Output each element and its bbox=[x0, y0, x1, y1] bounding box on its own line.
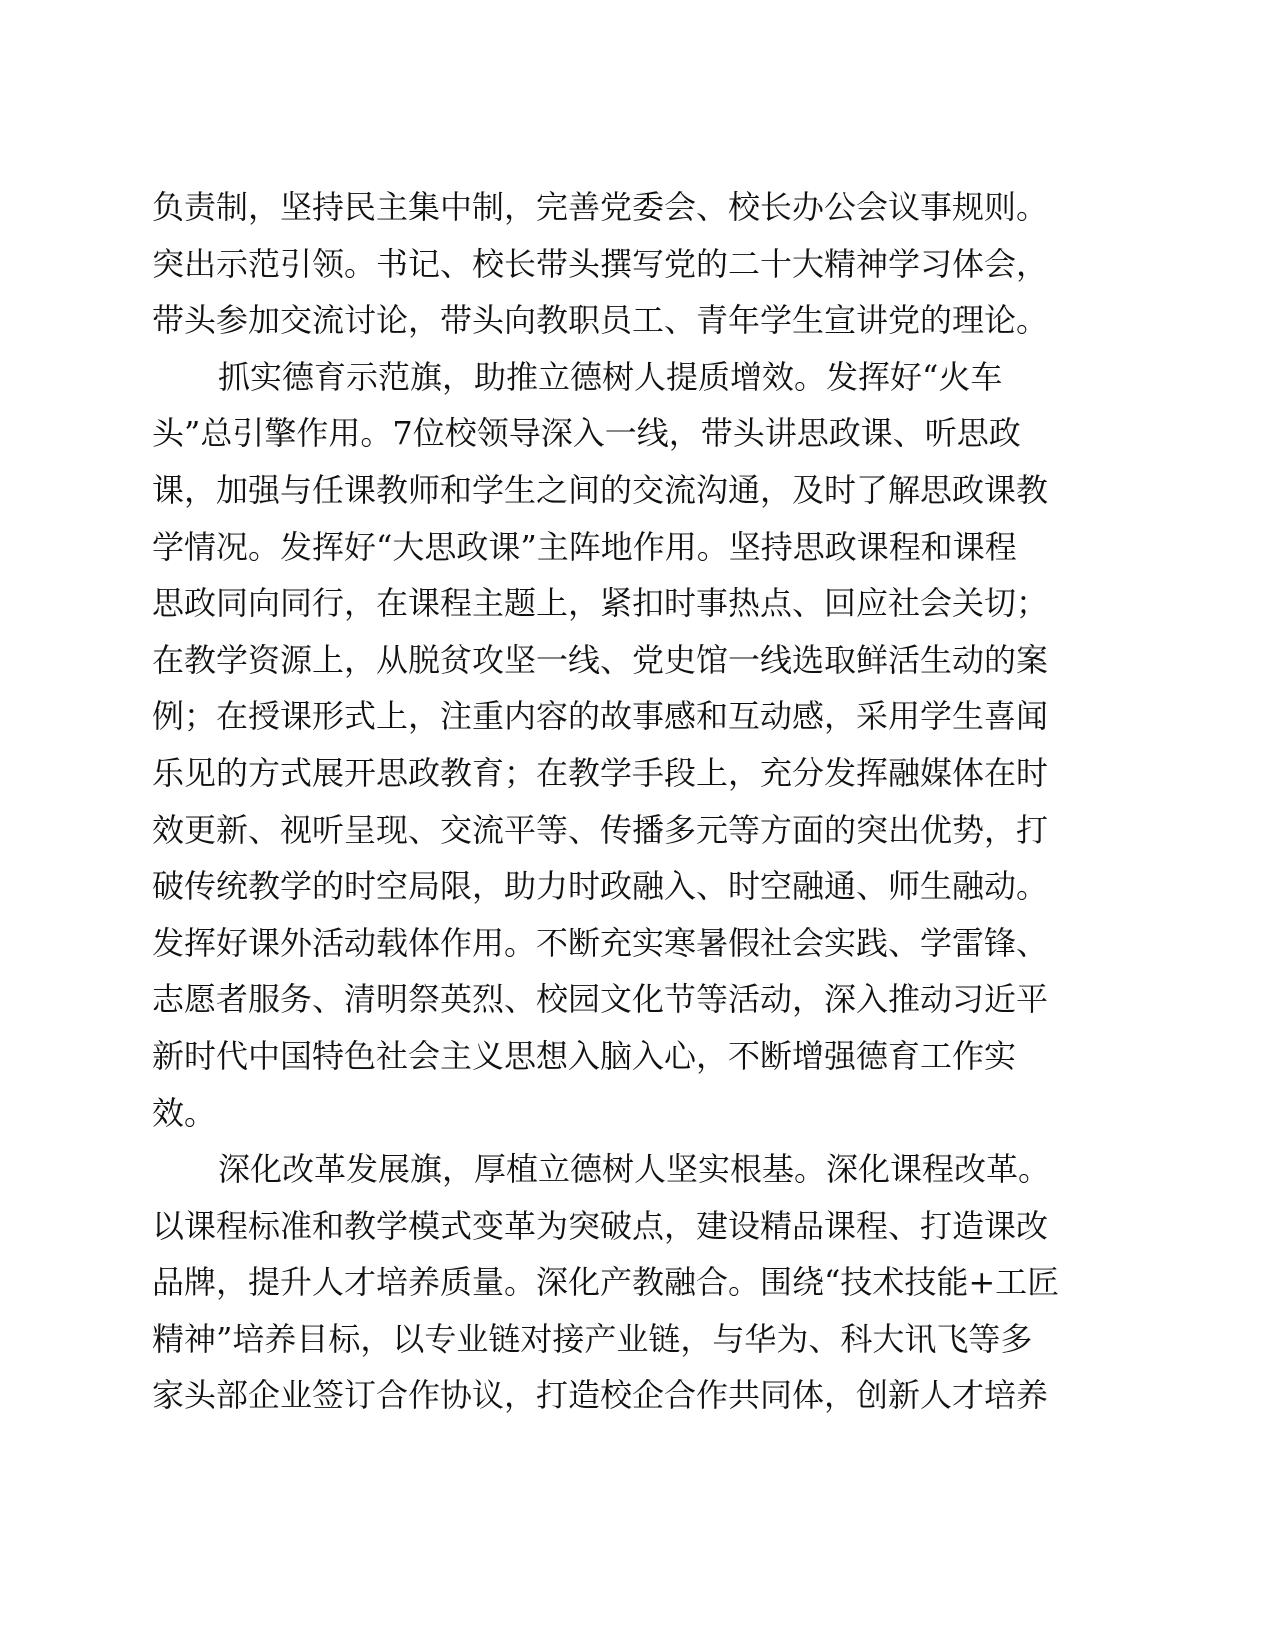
document-body bbox=[152, 179, 1092, 1424]
text-line: 负责制，坚持民主集中制，完善党委会、校长办公会议事规则。 bbox=[152, 188, 1049, 226]
text-line: 新时代中国特色社会主义思想入脑入心，不断增强德育工作实 bbox=[152, 1036, 1017, 1075]
text-line: 精神”培养目标，以专业链对接产业链，与华为、科大讯飞等多 bbox=[152, 1319, 1033, 1358]
text-line: 抓实德育示范旗，助推立德树人提质增效。发挥好“火车 bbox=[218, 357, 1003, 396]
text-line: 发挥好课外活动载体作用。不断充实寒暑假社会实践、学雷锋、 bbox=[152, 923, 1049, 962]
text-line: 例；在授课形式上，注重内容的故事感和互动感，采用学生喜闻 bbox=[152, 697, 1049, 736]
text-line: 思政同向同行，在课程主题上，紧扣时事热点、回应社会关切； bbox=[152, 584, 1049, 623]
text-line: 家头部企业签订合作协议，打造校企合作共同体，创新人才培养 bbox=[152, 1376, 1049, 1415]
text-line: 深化改革发展旗，厚植立德树人坚实根基。深化课程改革。 bbox=[218, 1150, 1051, 1189]
text-line: 破传统教学的时空局限，助力时政融入、时空融通、师生融动。 bbox=[152, 867, 1049, 906]
text-line: 品牌，提升人才培养质量。深化产教融合。围绕“技术技能+工匠 bbox=[152, 1263, 1060, 1302]
text-line: 效。 bbox=[152, 1093, 217, 1132]
text-line: 学情况。发挥好“大思政课”主阵地作用。坚持思政课程和课程 bbox=[152, 527, 1017, 566]
paragraph-moral-education bbox=[152, 349, 1092, 1141]
paragraph-reform-development bbox=[152, 1141, 1092, 1424]
text-line: 乐见的方式展开思政教育；在教学手段上，充分发挥融媒体在时 bbox=[152, 753, 1049, 792]
text-line: 效更新、视听呈现、交流平等、传播多元等方面的突出优势，打 bbox=[152, 810, 1049, 849]
text-line: 带头参加交流讨论，带头向教职员工、青年学生宣讲党的理论。 bbox=[152, 301, 1049, 340]
text-line: 在教学资源上，从脱贫攻坚一线、党史馆一线选取鲜活生动的案 bbox=[152, 640, 1049, 679]
text-line: 志愿者服务、清明祭英烈、校园文化节等活动，深入推动习近平 bbox=[152, 980, 1049, 1019]
text-line: 头”总引擎作用。7位校领导深入一线，带头讲思政课、听思政 bbox=[152, 414, 1021, 453]
text-line: 课，加强与任课教师和学生之间的交流沟通，及时了解思政课教 bbox=[152, 470, 1049, 509]
text-line: 以课程标准和教学模式变革为突破点，建设精品课程、打造课改 bbox=[152, 1206, 1049, 1245]
paragraph-leadership-rules bbox=[152, 179, 1092, 349]
text-line: 突出示范引领。书记、校长带头撰写党的二十大精神学习体会， bbox=[152, 244, 1049, 283]
